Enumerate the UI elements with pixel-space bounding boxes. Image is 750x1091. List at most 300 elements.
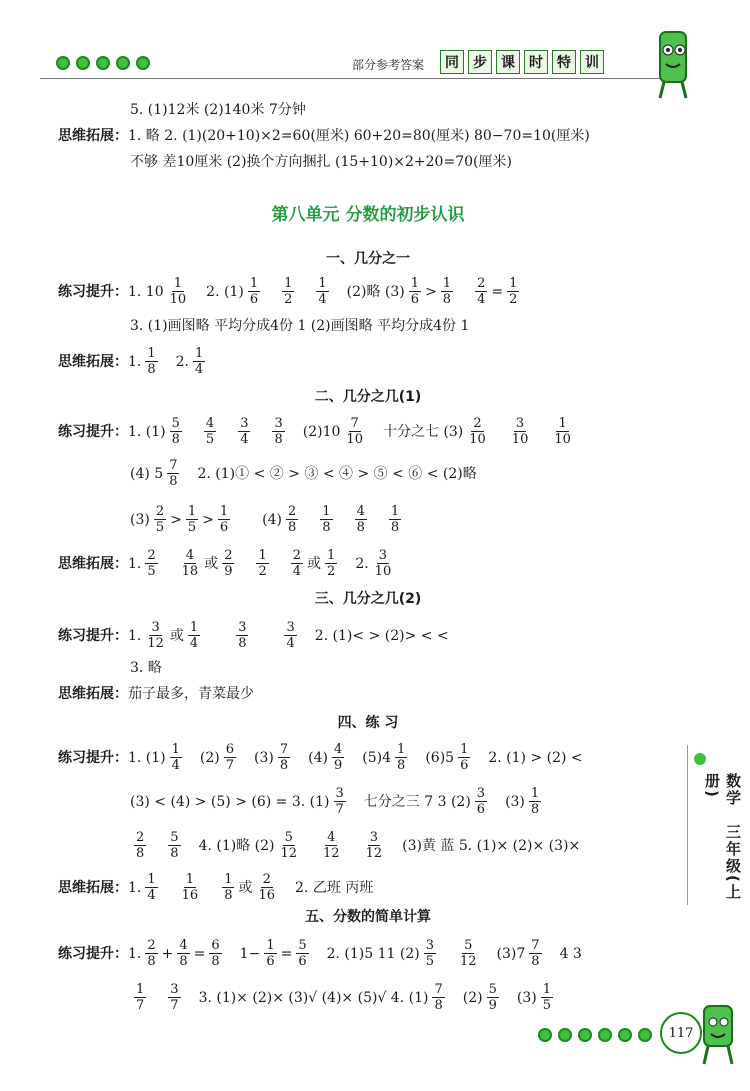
denominator: 4 (292, 564, 302, 579)
series-char: 时 (524, 50, 548, 74)
fraction (424, 938, 436, 969)
denominator: 8 (397, 758, 406, 773)
answer-line (130, 458, 477, 489)
thinking-label: 思维拓展： (58, 555, 128, 572)
text-span: (2) (462, 989, 483, 1006)
fraction (296, 938, 308, 969)
answer-line (58, 742, 583, 773)
numerator: 2 (147, 938, 156, 953)
numerator: 2 (288, 504, 297, 519)
denominator: 4 (195, 362, 204, 377)
denominator: 2 (327, 564, 336, 579)
text-span: (3)黄 蓝 5. (1)× (2)× (3)× (402, 837, 581, 854)
denominator: 5 (542, 998, 551, 1013)
fraction (320, 504, 332, 535)
denominator: 12 (280, 846, 298, 861)
numerator: 7 (531, 938, 540, 953)
fraction (248, 276, 260, 307)
page-number: 117 (660, 1012, 702, 1054)
fraction (222, 872, 234, 903)
numerator: 3 (286, 620, 295, 635)
numerator: 4 (205, 416, 215, 431)
denominator: 8 (147, 362, 156, 377)
text-line: 不够 差10厘米 (2)换个方向捆扎 (15+10)×2+20=70(厘米) (130, 154, 512, 170)
text-span: 1. (1) (128, 749, 166, 766)
text-span: 1. (128, 555, 142, 572)
fraction (334, 786, 346, 817)
fraction (145, 620, 166, 651)
unit-title: 第八单元 分数的初步认识 (271, 205, 465, 225)
denominator: 16 (258, 888, 276, 903)
section-title: 五、分数的简单计算 (305, 909, 431, 925)
series-char: 同 (440, 50, 464, 74)
numerator: 1 (390, 504, 400, 519)
text-line: 3. (1)画图略 平均分成4份 1 (2)画图略 平均分成4份 1 (130, 318, 470, 334)
denominator: 6 (476, 802, 486, 817)
fraction (441, 276, 453, 307)
text-span: 3. (1)× (2)× (3)√ (4)× (5)√ 4. (1) (198, 989, 429, 1006)
numerator: 3 (476, 786, 486, 801)
text-span: (2)略 (3) (346, 283, 405, 300)
denominator: 5 (187, 520, 197, 535)
text-span: 1. (128, 353, 142, 370)
thinking-label: 思维拓展： (58, 686, 128, 702)
fraction (529, 938, 541, 969)
text-span: 1. (1) (128, 423, 166, 440)
denominator: 4 (318, 292, 327, 307)
fraction (193, 346, 205, 377)
series-char: 特 (552, 50, 576, 74)
denominator: 8 (211, 954, 220, 969)
fraction (552, 416, 573, 447)
numerator: 1 (397, 742, 406, 757)
numerator: 2 (224, 548, 233, 563)
numerator: 3 (238, 620, 247, 635)
numerator: 1 (147, 346, 156, 361)
fraction (475, 276, 487, 307)
answer-label: 部分参考答案 (352, 58, 425, 72)
practice-label: 练习提升： (58, 423, 128, 440)
text-span: 4 3 (559, 945, 582, 962)
denominator: 2 (258, 564, 267, 579)
numerator: 2 (477, 276, 486, 291)
fraction (475, 786, 487, 817)
numerator: 1 (318, 276, 327, 291)
denominator: 12 (459, 954, 477, 969)
numerator: 3 (170, 982, 179, 997)
denominator: 8 (531, 954, 540, 969)
denominator: 2 (509, 292, 518, 307)
numerator: 5 (284, 830, 293, 845)
answer-line (58, 684, 254, 704)
denominator: 6 (410, 292, 420, 307)
denominator: 8 (279, 758, 289, 773)
fraction (389, 504, 401, 535)
numerator: 1 (195, 346, 204, 361)
fraction (395, 742, 407, 773)
denominator: 8 (390, 520, 400, 535)
decor-dot (538, 1028, 552, 1042)
denominator: 16 (181, 888, 199, 903)
numerator: 3 (240, 416, 249, 431)
answer-line (58, 416, 577, 447)
practice-label: 练习提升： (58, 945, 128, 962)
denominator: 5 (205, 432, 215, 447)
section-title: 一、几分之一 (326, 251, 410, 267)
fraction (154, 504, 166, 535)
text-span: > (202, 511, 214, 528)
numerator: 4 (179, 938, 188, 953)
denominator: 8 (171, 432, 180, 447)
fraction (168, 982, 180, 1013)
numerator: 3 (335, 786, 344, 801)
text-span: (4) (262, 511, 282, 528)
text-span: (2) (199, 749, 220, 766)
denominator: 8 (147, 954, 156, 969)
series-char: 训 (580, 50, 604, 74)
denominator: 6 (219, 520, 229, 535)
side-tab (687, 745, 750, 905)
answer-line (58, 938, 582, 969)
numerator: 7 (279, 742, 289, 757)
decor-dot (694, 753, 706, 765)
numerator: 1 (173, 276, 183, 291)
denominator: 4 (477, 292, 486, 307)
fraction (364, 830, 385, 861)
numerator: 3 (425, 938, 434, 953)
text-span: (5)4 (362, 749, 392, 766)
denominator: 8 (434, 998, 443, 1013)
text-span: > (425, 283, 437, 300)
fraction (284, 620, 296, 651)
fraction (256, 548, 268, 579)
fraction (204, 416, 216, 447)
numerator: 2 (155, 504, 165, 519)
denominator: 4 (240, 432, 249, 447)
decor-dot (578, 1028, 592, 1042)
denominator: 8 (530, 802, 540, 817)
fraction (180, 548, 201, 579)
denominator: 8 (442, 292, 452, 307)
numerator: 4 (327, 830, 336, 845)
numerator: 1 (258, 548, 267, 563)
fraction (344, 416, 365, 447)
text-span: (6)5 (425, 749, 455, 766)
denominator: 8 (136, 846, 145, 861)
fraction (458, 938, 479, 969)
denominator: 8 (322, 520, 331, 535)
fraction (529, 786, 541, 817)
text-span: 2. (1)① < ② > ③ < ④ > ⑤ < ⑥ < (2)略 (197, 465, 477, 482)
fraction (272, 416, 284, 447)
text-span: 2. (355, 555, 369, 572)
fraction (507, 276, 519, 307)
text-span: 2. 乙班 丙班 (295, 879, 374, 896)
numerator: 2 (262, 872, 271, 887)
answer-line (130, 982, 557, 1013)
denominator: 5 (155, 520, 165, 535)
subject-label (702, 773, 744, 905)
decor-dot (598, 1028, 612, 1042)
denominator: 6 (266, 954, 275, 969)
denominator: 10 (346, 432, 363, 447)
series-char: 步 (468, 50, 492, 74)
fraction (291, 548, 303, 579)
denominator: 6 (298, 954, 307, 969)
thinking-label: 思维拓展： (58, 879, 128, 896)
denominator: 9 (334, 758, 343, 773)
numerator: 1 (171, 742, 180, 757)
denominator: 18 (181, 564, 199, 579)
denominator: 2 (284, 292, 293, 307)
grade-text: 三年级(上册) (703, 773, 742, 901)
numerator: 1 (460, 742, 469, 757)
fraction (256, 872, 277, 903)
fraction (145, 346, 157, 377)
text-span: (3)7 (496, 945, 526, 962)
fraction (222, 548, 234, 579)
text-span: 茄子最多，青菜最少 (128, 686, 254, 702)
fraction (286, 504, 298, 535)
decor-dot (638, 1028, 652, 1042)
answer-line (58, 548, 397, 579)
text-span: (3) < (4) > (5) > (6) = 3. (1) (130, 793, 330, 810)
numerator: 1 (284, 276, 293, 291)
text-span: 或 (307, 555, 322, 572)
fraction (510, 416, 531, 447)
answer-line (58, 346, 209, 377)
decor-dot (558, 1028, 572, 1042)
numerator: 5 (488, 982, 497, 997)
text-span: (3) (130, 511, 150, 528)
numerator: 1 (224, 872, 233, 887)
text-span: 1. (128, 879, 142, 896)
practice-label: 练习提升： (58, 749, 128, 766)
numerator: 1 (187, 504, 197, 519)
fraction (170, 416, 182, 447)
denominator: 8 (238, 636, 247, 651)
fraction (188, 620, 200, 651)
denominator: 8 (288, 520, 297, 535)
fraction (168, 830, 180, 861)
denominator: 7 (225, 758, 235, 773)
text-span: 1. 10 (128, 283, 164, 300)
practice-label: 练习提升： (58, 283, 128, 300)
denominator: 8 (274, 432, 283, 447)
answer-line (58, 620, 449, 651)
text-line: 5. (1)12米 (2)140米 7分钟 (130, 102, 306, 118)
text-span: 七分之三 7 3 (2) (363, 793, 471, 810)
numerator: 1 (185, 872, 195, 887)
text-span: + (161, 945, 174, 962)
denominator: 5 (147, 564, 156, 579)
series-char: 课 (496, 50, 520, 74)
thinking-label: 思维拓展： (58, 353, 128, 370)
numerator: 5 (171, 416, 180, 431)
answer-line (130, 830, 580, 861)
text-span: 2. (1) (206, 283, 244, 300)
numerator: 4 (185, 548, 195, 563)
numerator: 1 (530, 786, 540, 801)
fraction (282, 276, 294, 307)
denominator: 7 (170, 998, 179, 1013)
text-span: 或 (238, 879, 253, 896)
numerator: 3 (515, 416, 525, 431)
denominator: 10 (374, 564, 392, 579)
numerator: 1 (442, 276, 452, 291)
numerator: 1 (542, 982, 551, 997)
text-span: 十分之七 (3) (382, 423, 464, 440)
practice-label: 练习提升： (58, 627, 128, 644)
denominator: 9 (224, 564, 233, 579)
text-span: (4) (308, 749, 329, 766)
numerator: 4 (334, 742, 343, 757)
numerator: 3 (378, 548, 388, 563)
answer-line (130, 504, 405, 535)
denominator: 12 (323, 846, 340, 861)
text-span: (3) (505, 793, 525, 810)
denominator: 8 (224, 888, 233, 903)
numerator: 4 (356, 504, 365, 519)
text-span: (2)10 (302, 423, 341, 440)
numerator: 5 (298, 938, 307, 953)
denominator: 8 (170, 846, 179, 861)
denominator: 7 (136, 998, 145, 1013)
denominator: 6 (460, 758, 469, 773)
text-span: 1. 略 2. (1)(20+10)×2=60(厘米) 60+20=80(厘米) 80−70=10(厘米) (128, 128, 590, 144)
fraction (355, 504, 367, 535)
text-span: (3) (254, 749, 274, 766)
denominator: 10 (554, 432, 571, 447)
denominator: 4 (171, 758, 180, 773)
fraction (218, 504, 230, 535)
numerator: 7 (434, 982, 443, 997)
text-span: = (491, 283, 504, 300)
numerator: 7 (169, 458, 178, 473)
subject-text: 数学 (724, 773, 742, 807)
numerator: 1 (327, 548, 336, 563)
denominator: 7 (335, 802, 344, 817)
numerator: 2 (473, 416, 482, 431)
numerator: 3 (369, 830, 378, 845)
text-line (58, 126, 590, 146)
denominator: 8 (179, 954, 188, 969)
answer-content (58, 0, 698, 1091)
numerator: 6 (211, 938, 220, 953)
text-span: = (193, 945, 206, 962)
text-line: 3. 略 (130, 660, 162, 676)
fraction (167, 458, 179, 489)
fraction (467, 416, 488, 447)
numerator: 1 (509, 276, 518, 291)
denominator: 8 (169, 474, 178, 489)
denominator: 4 (147, 888, 156, 903)
fraction (325, 548, 337, 579)
fraction (487, 982, 499, 1013)
numerator: 5 (464, 938, 473, 953)
fraction (180, 872, 201, 903)
section-title: 二、几分之几(1) (314, 389, 422, 405)
numerator: 2 (147, 548, 156, 563)
thinking-label: 思维拓展： (58, 128, 128, 144)
fraction (264, 938, 276, 969)
text-span: 1− (239, 945, 261, 962)
fraction (541, 982, 553, 1013)
mascot-icon (696, 1000, 742, 1070)
denominator: 6 (249, 292, 259, 307)
fraction (209, 938, 221, 969)
text-span: (4) 5 (130, 465, 164, 482)
numerator: 1 (147, 872, 156, 887)
numerator: 6 (225, 742, 235, 757)
decor-dot (618, 1028, 632, 1042)
fraction (145, 938, 157, 969)
fraction (186, 504, 198, 535)
numerator: 1 (249, 276, 259, 291)
footer-dots (538, 1028, 652, 1042)
fraction (332, 742, 344, 773)
denominator: 12 (147, 636, 164, 651)
numerator: 1 (558, 416, 567, 431)
fraction (168, 276, 189, 307)
denominator: 10 (511, 432, 529, 447)
text-span: 2. (1) > (2) < (488, 749, 583, 766)
denominator: 12 (365, 846, 383, 861)
numerator: 1 (322, 504, 331, 519)
fraction (238, 416, 250, 447)
text-span: = (280, 945, 293, 962)
denominator: 9 (488, 998, 497, 1013)
fraction (409, 276, 421, 307)
fraction (432, 982, 444, 1013)
fraction (145, 872, 157, 903)
text-span: 或 (169, 627, 184, 644)
text-span: > (170, 511, 182, 528)
text-span: 2. (1)5 11 (2) (326, 945, 420, 962)
denominator: 4 (286, 636, 295, 651)
denominator: 10 (469, 432, 486, 447)
text-span: 1. (128, 945, 142, 962)
fraction (236, 620, 248, 651)
text-span: 1. (128, 627, 142, 644)
fraction (177, 938, 189, 969)
text-span: (3) (516, 989, 537, 1006)
fraction (170, 742, 182, 773)
denominator: 5 (425, 954, 434, 969)
fraction (278, 742, 290, 773)
answer-line (58, 872, 373, 903)
fraction (321, 830, 342, 861)
denominator: 10 (169, 292, 187, 307)
answer-line (130, 786, 545, 817)
text-span: 4. (1)略 (2) (198, 837, 275, 854)
fraction (134, 982, 146, 1013)
text-span: 2. (175, 353, 189, 370)
numerator: 3 (274, 416, 283, 431)
numerator: 3 (151, 620, 160, 635)
fraction (458, 742, 470, 773)
numerator: 2 (136, 830, 145, 845)
numerator: 1 (219, 504, 229, 519)
numerator: 2 (292, 548, 302, 563)
numerator: 7 (350, 416, 359, 431)
section-title: 四、练 习 (337, 715, 399, 731)
numerator: 1 (410, 276, 420, 291)
answer-line (58, 276, 523, 307)
section-title: 三、几分之几(2) (314, 591, 422, 607)
text-span: 2. (1)< > (2)> < < (314, 627, 449, 644)
numerator: 1 (136, 982, 145, 997)
